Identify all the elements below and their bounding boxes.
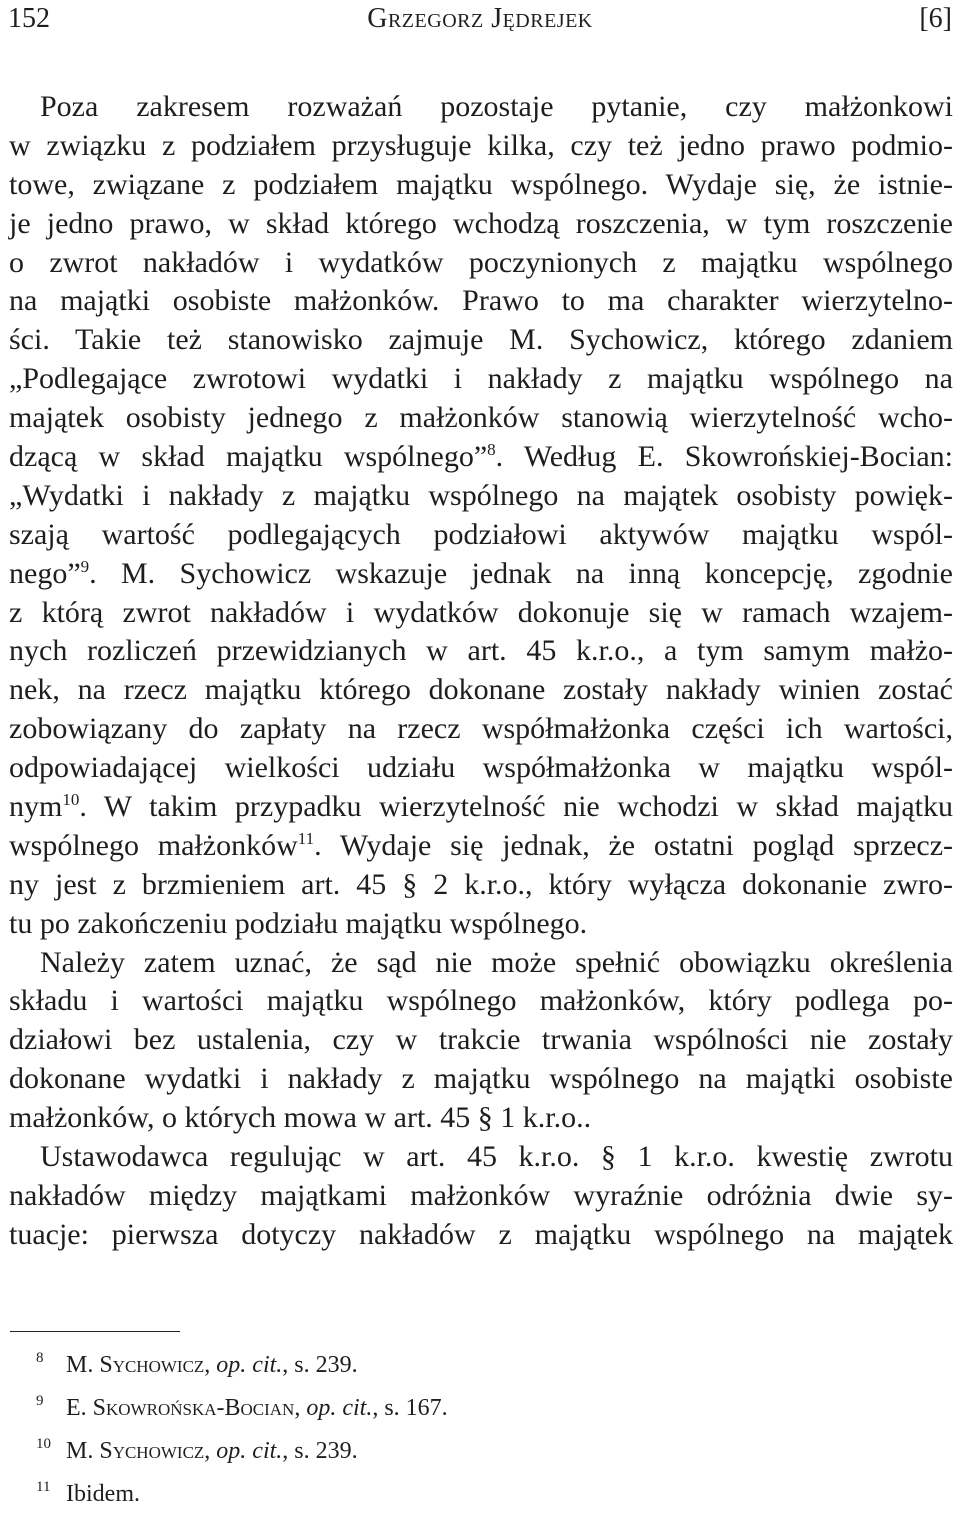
footnote-number: 11 (36, 1479, 51, 1495)
text-line: działowi bez ustalenia, czy w trakcie trwania wspólności nie zostały (9, 1023, 953, 1057)
footnote-ref-text: op. cit. (216, 1438, 283, 1464)
text-line: majątek osobisty jednego z małżonków stanowią wierzytelność wcho- (9, 401, 953, 435)
text-line (9, 555, 953, 594)
text-line: składu i wartości majątku wspólnego małżonków, który podlega po- (9, 984, 953, 1018)
footnote-number: 8 (36, 1350, 44, 1366)
page-number: 152 (8, 3, 50, 34)
text-line: zobowiązany do zapłaty na rzecz współmałżonka części ich wartości, (9, 712, 953, 746)
footnote-number: 10 (36, 1436, 51, 1452)
footnote: 9 E. Skowrońska-Bocian, op. cit., s. 167. (36, 1386, 936, 1429)
text-line: tuacje: pierwsza dotyczy nakładów z majątku wspólnego na majątek (9, 1217, 953, 1251)
text-segment: nym (9, 790, 63, 824)
footnote: 10 M. Sychowicz, op. cit., s. 239. (36, 1429, 936, 1472)
text-line: Należy zatem uznać, że sąd nie może spełnić obowiązku określenia (40, 945, 953, 979)
text-line: nakładów między majątkami małżonków wyraźnie odróżnia dwie sy- (9, 1178, 953, 1212)
text-line: o zwrot nakładów i wydatków poczynionych z majątku wspólnego (9, 245, 953, 279)
section-label: [6] (919, 3, 952, 34)
text-line: „Podlegające zwrotowi wydatki i nakłady z majątku wspólnego na (9, 362, 953, 396)
footnote-author: M. Sychowicz (66, 1438, 205, 1464)
text-line: szają wartość podlegających podziałowi aktywów majątku wspól- (9, 517, 953, 551)
footnote-page: , s. 239. (282, 1352, 358, 1378)
text-line: nek, na rzecz majątku którego dokonane zostały nakłady winien zostać (9, 673, 953, 707)
footnote-ref[interactable]: 10 (62, 790, 80, 810)
footnote-separator (10, 1331, 180, 1332)
footnote-author: E. Skowrońska-Bocian (66, 1395, 295, 1421)
footnote-ref[interactable]: 11 (297, 828, 315, 848)
text-line: odpowiadającej wielkości udziału współmałżonka w majątku wspól- (9, 751, 953, 785)
text-line: w związku z podziałem przysługuje kilka, czy też jedno prawo podmio- (9, 128, 953, 162)
text-line (9, 827, 953, 866)
text-segment: nego” (9, 556, 81, 590)
footnote-page: , s. 167. (372, 1395, 448, 1421)
footnote-author: M. Sychowicz (66, 1352, 205, 1378)
text-line: dokonane wydatki i nakłady z majątku wspólnego na majątki osobiste (9, 1062, 953, 1096)
text-line: ści. Takie też stanowisko zajmuje M. Sychowicz, którego zdaniem (9, 323, 953, 357)
footnote-text: Ibidem. (66, 1481, 140, 1507)
text-segment: dzącą w skład majątku wspólnego” (9, 440, 488, 474)
footnote-ref-text: op. cit. (306, 1395, 373, 1421)
footnote (36, 1472, 936, 1515)
text-line: nych rozliczeń przewidzianych w art. 45 k.r.o., a tym samym małżo- (9, 634, 953, 668)
text-line: tu po zakończeniu podziału majątku wspólnego. (9, 906, 588, 940)
text-line: małżonków, o których mowa w art. 45 § 1 k.r.o.. (9, 1101, 592, 1135)
text-line (9, 788, 953, 827)
text-segment: . Wydaje się jednak, że ostatni pogląd sprzecz- (314, 828, 954, 862)
text-line: „Wydatki i nakłady z majątku wspólnego na majątek osobisty powięk- (9, 478, 953, 512)
text-line (9, 438, 953, 477)
text-line: towe, związane z podziałem majątku wspólnego. Wydaje się, że istnie- (9, 167, 953, 201)
text-line: Poza zakresem rozważań pozostaje pytanie, czy małżonkowi (40, 90, 953, 123)
text-line: z którą zwrot nakładów i wydatków dokonuje się w ramach wzajem- (9, 595, 953, 629)
text-line: na majątki osobiste małżonków. Prawo to ma charakter wierzytelno- (9, 284, 953, 318)
text-segment: wspólnego małżonków (9, 828, 298, 862)
text-line: je jedno prawo, w skład którego wchodzą roszczenia, w tym roszczenie (9, 206, 953, 240)
footnote-number: 9 (36, 1393, 44, 1409)
footnotes (36, 1343, 936, 1515)
running-head-author: Grzegorz Jędrejek (367, 3, 593, 34)
text-segment: . Według E. Skowrońskiej-Bocian: (495, 440, 953, 474)
footnote-ref-text: op. cit. (216, 1352, 283, 1378)
page-header (8, 0, 952, 40)
body-text (9, 88, 953, 1255)
text-segment: . W takim przypadku wierzytelność nie wchodzi w skład majątku (79, 790, 953, 824)
text-line: ny jest z brzmieniem art. 45 § 2 k.r.o., który wyłącza dokonanie zwro- (9, 867, 953, 901)
footnote-page: , s. 239. (282, 1438, 358, 1464)
text-segment: . M. Sychowicz wskazuje jednak na inną koncepcję, zgodnie (89, 556, 953, 590)
footnote-ref[interactable]: 8 (487, 440, 496, 460)
text-line: Ustawodawca regulując w art. 45 k.r.o. § 1 k.r.o. kwestię zwrotu (40, 1140, 953, 1174)
footnote-ref[interactable]: 9 (80, 556, 90, 576)
footnote: 8 M. Sychowicz, op. cit., s. 239. (36, 1343, 936, 1386)
